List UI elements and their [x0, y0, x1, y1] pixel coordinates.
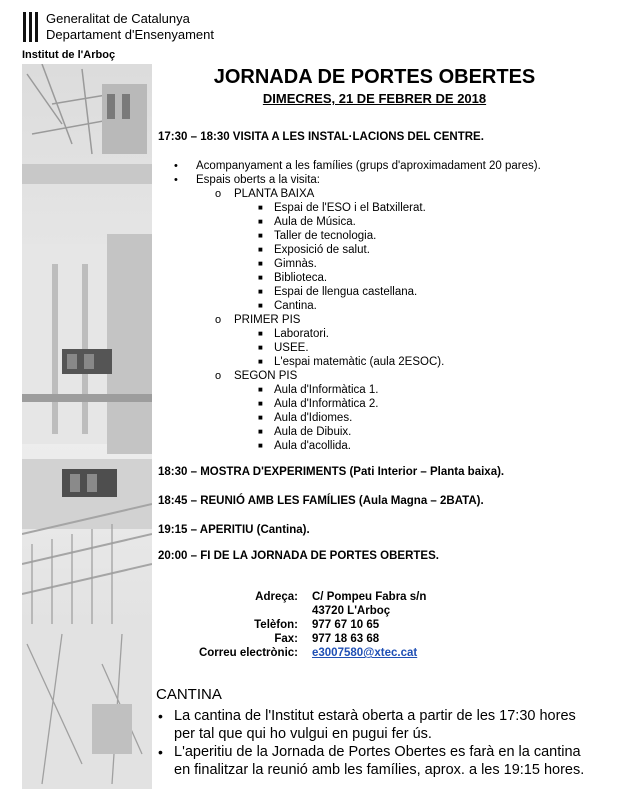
circle-bullet-icon: o: [215, 370, 222, 382]
list-item: Espais oberts a la visita:: [196, 174, 321, 186]
list-item: Aula d'Informàtica 2.: [274, 398, 379, 410]
list-item: L'espai matemàtic (aula 2ESOC).: [274, 356, 445, 368]
fax-label: Fax:: [274, 633, 298, 645]
schedule-item: 19:15 – APERITIU (Cantina).: [158, 524, 310, 536]
generalitat-logo-icon: [22, 12, 40, 42]
cantina-text-line: L'aperitiu de la Jornada de Portes Obertes es farà en la cantina: [174, 744, 581, 760]
visit-heading: 17:30 – 18:30 VISITA A LES INSTAL·LACIONS DEL CENTRE.: [158, 131, 484, 143]
square-bullet-icon: ■: [258, 259, 263, 268]
list-item: Aula d'acollida.: [274, 440, 351, 452]
square-bullet-icon: ■: [258, 273, 263, 282]
square-bullet-icon: ■: [258, 357, 263, 366]
list-item: Cantina.: [274, 300, 317, 312]
list-item: Gimnàs.: [274, 258, 317, 270]
list-item: Espai de l'ESO i el Batxillerat.: [274, 202, 426, 214]
address-label: Adreça:: [255, 591, 298, 603]
floor-name: SEGON PIS: [234, 370, 298, 382]
schedule-item: 20:00 – FI DE LA JORNADA DE PORTES OBERTES.: [158, 550, 439, 562]
org-line1: Generalitat de Catalunya: [46, 11, 190, 26]
list-item: Espai de llengua castellana.: [274, 286, 418, 298]
list-item: Taller de tecnologia.: [274, 230, 377, 242]
floor-name: PLANTA BAIXA: [234, 188, 315, 200]
list-item: Exposició de salut.: [274, 244, 370, 256]
list-item: USEE.: [274, 342, 309, 354]
bullet-icon: •: [174, 160, 178, 172]
page-subtitle: DIMECRES, 21 DE FEBRER DE 2018: [262, 91, 487, 106]
square-bullet-icon: ■: [258, 231, 263, 240]
bullet-icon: •: [174, 174, 178, 186]
org-line2: Departament d'Ensenyament: [46, 27, 214, 42]
square-bullet-icon: ■: [258, 413, 263, 422]
square-bullet-icon: ■: [258, 329, 263, 338]
cantina-text-line: per tal que qui ho vulgui en pugui fer ús.: [174, 726, 432, 742]
square-bullet-icon: ■: [258, 399, 263, 408]
list-item: Aula d'Idiomes.: [274, 412, 353, 424]
fax-value: 977 18 63 68: [312, 633, 380, 645]
cantina-heading: CANTINA: [156, 686, 222, 703]
square-bullet-icon: ■: [258, 287, 263, 296]
phone-label: Telèfon:: [254, 619, 298, 631]
building-photo: [22, 64, 152, 789]
square-bullet-icon: ■: [258, 385, 263, 394]
page-title: JORNADA DE PORTES OBERTES: [213, 66, 536, 88]
list-item: Aula d'Informàtica 1.: [274, 384, 379, 396]
square-bullet-icon: ■: [258, 301, 263, 310]
square-bullet-icon: ■: [258, 343, 263, 352]
square-bullet-icon: ■: [258, 441, 263, 450]
circle-bullet-icon: o: [215, 314, 222, 326]
square-bullet-icon: ■: [258, 217, 263, 226]
schedule-item: 18:30 – MOSTRA D'EXPERIMENTS (Pati Interior – Planta baixa).: [158, 466, 505, 478]
address-line1: C/ Pompeu Fabra s/n: [312, 591, 427, 603]
institute-name: Institut de l'Arboç: [22, 49, 116, 61]
list-item: Biblioteca.: [274, 272, 328, 284]
square-bullet-icon: ■: [258, 427, 263, 436]
cantina-text-line: La cantina de l'Institut estarà oberta a partir de les 17:30 hores: [174, 708, 576, 724]
list-item: Aula de Dibuix.: [274, 426, 352, 438]
circle-bullet-icon: o: [215, 188, 222, 200]
list-item: Laboratori.: [274, 328, 329, 340]
schedule-item: 18:45 – REUNIÓ AMB LES FAMÍLIES (Aula Magna – 2BATA).: [158, 495, 484, 507]
bullet-icon: •: [158, 744, 163, 760]
cantina-text-line: en finalitzar la reunió amb les famílies, aprox. a les 19:15 hores.: [174, 762, 585, 778]
list-item: Aula de Música.: [274, 216, 356, 228]
floor-name: PRIMER PIS: [234, 314, 301, 326]
bullet-icon: •: [158, 708, 163, 724]
email-link[interactable]: e3007580@xtec.cat: [312, 647, 418, 659]
phone-value: 977 67 10 65: [312, 619, 380, 631]
address-line2: 43720 L'Arboç: [312, 605, 391, 617]
email-label: Correu electrònic:: [198, 647, 298, 659]
square-bullet-icon: ■: [258, 203, 263, 212]
list-item: Acompanyament a les famílies (grups d'aproximadament 20 pares).: [196, 160, 541, 172]
square-bullet-icon: ■: [258, 245, 263, 254]
